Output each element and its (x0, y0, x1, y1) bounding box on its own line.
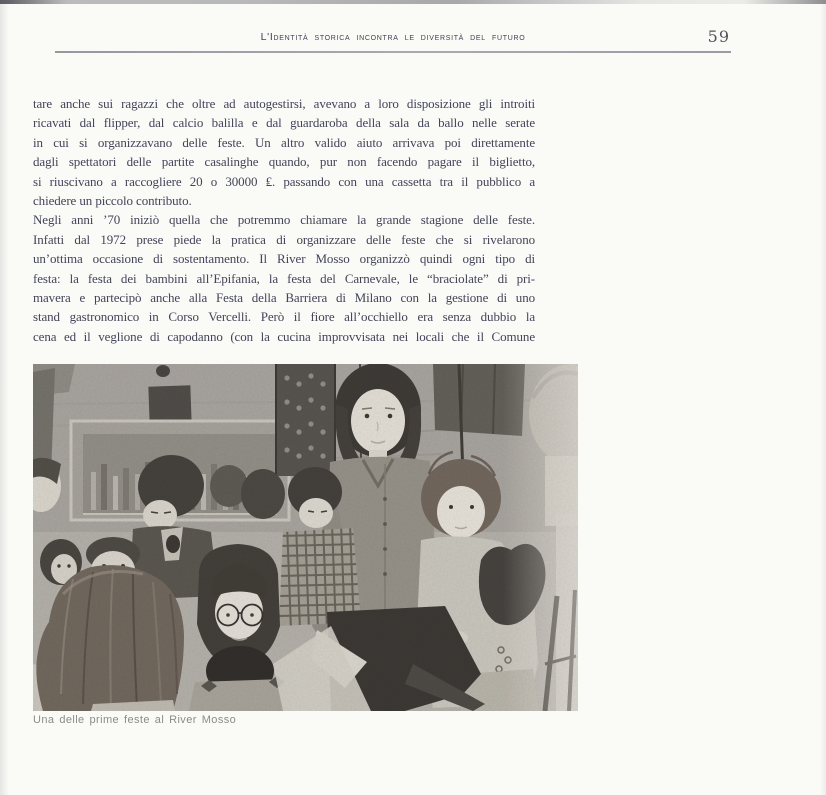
body-text-line: un’ottima occasione di sostentamento. Il River Mosso organizzò quindi ogni tipo di (33, 251, 535, 267)
running-head-title: L'Identità storica incontra le diversità del futuro (260, 31, 526, 43)
body-text-line: tare anche sui ragazzi che oltre ad autogestirsi, avevano a loro disposizione gli introiti (33, 96, 535, 111)
body-text-line: si riuscivano a raccogliere 20 o 30000 ₤. passando con una cassetta tra il pubblico a (33, 173, 535, 189)
body-text-line: in cui si organizzavano delle feste. Un altro valido aiuto arrivava poi direttamente (33, 134, 535, 150)
body-text-line: Negli anni ’70 iniziò quella che potremmo chiamare la grande stagione delle feste. (33, 212, 535, 228)
party-photo (33, 364, 578, 711)
page-number: 59 (707, 27, 730, 46)
body-text-line: ricavati dal flipper, dal calcio balilla e dal guardaroba della sala da ballo nelle serate (33, 115, 535, 131)
scan-edge-left (0, 0, 9, 795)
photo-figure (33, 364, 578, 711)
body-text-line: festa: la festa dei bambini all’Epifania, la festa del Carnevale, le “braciolate” di pri- (33, 270, 535, 286)
body-text-line: stand gastronomico in Corso Vercelli. Però il fiore all’occhiello era senza dubbio la (33, 309, 535, 325)
scan-edge-top (0, 0, 826, 4)
body-text-line: chiedere un piccolo contributo. (33, 193, 192, 209)
body-text-line: cena ed il veglione di capodanno (con la cucina improvvisata nei locali che il Comune (33, 328, 535, 344)
body-text (33, 94, 535, 346)
body-text-line: dagli spettatori delle partite casalinghe quando, pur non facendo pagare il biglietto, (33, 154, 535, 170)
body-text-line: mavera e partecipò anche alla Festa della Barriera di Milano con la gestione di uno (33, 290, 535, 306)
scan-edge-right (820, 0, 826, 795)
header-rule (55, 51, 731, 53)
photo-caption: Una delle prime feste al River Mosso (33, 714, 237, 726)
body-text-line: Infatti dal 1972 prese piede la pratica di organizzare delle feste che si rivelarono (33, 231, 535, 247)
